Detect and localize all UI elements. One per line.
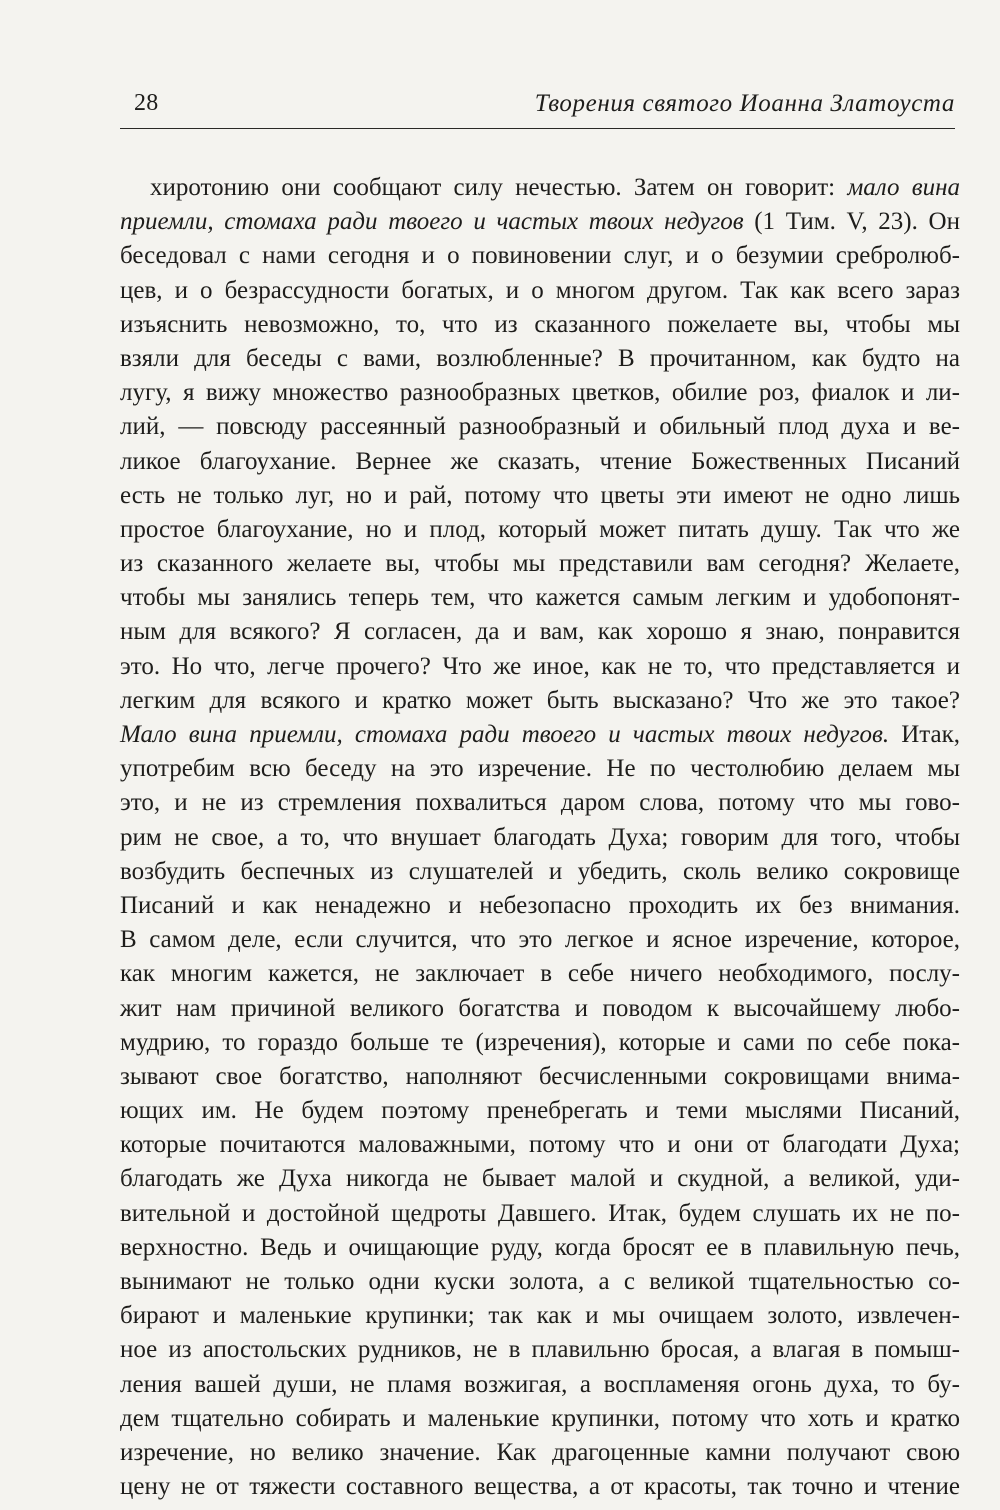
text-run: изречение, но велико значение. Как драгоценные камни получают свою <box>120 1438 960 1466</box>
text-run: благодать же Духа никогда не бывает малой и скудной, а великой, уди- <box>120 1165 960 1193</box>
text-line <box>120 615 960 649</box>
text-run: лий, — повсюду рассеянный разнообразный и обильный плод духа и ве- <box>120 413 960 441</box>
text-run: из сказанного желаете вы, чтобы мы представили вам сегодня? Желаете, <box>120 550 960 578</box>
text-run: как многим кажется, не заключает в себе ничего необходимого, послу- <box>120 960 960 988</box>
text-run: вынимают не только одни куски золота, а с великой тщательностью со- <box>120 1268 960 1295</box>
text-line <box>120 1470 960 1504</box>
text-run: (1 Тим. V, 23). Он <box>743 208 960 236</box>
text-line <box>120 581 960 615</box>
text-run: ным для всякого? Я согласен, да и вам, как хорошо я знаю, понравится <box>120 618 960 646</box>
text-line <box>120 786 960 820</box>
text-line <box>120 376 960 410</box>
text-run: возбудить беспечных из слушателей и убедить, сколь велико сокровище <box>120 857 960 885</box>
text-line <box>120 1368 960 1402</box>
text-run: беседовал с нами сегодня и о повиновении слуг, и о безумии сребролюб- <box>120 242 960 270</box>
text-line <box>120 855 960 889</box>
text-line <box>120 821 960 855</box>
text-line <box>120 1128 960 1162</box>
text-line <box>120 752 960 786</box>
text-line <box>120 1231 960 1265</box>
text-run: хиротонию они сообщают силу нечестью. Затем он говорит: <box>150 174 848 201</box>
text-run: ликое благоухание. Вернее же сказать, чтение Божественных Писаний <box>120 447 960 475</box>
text-line <box>120 1060 960 1094</box>
text-run: вительной и достойной щедроты Давшего. Итак, будем слушать их не по- <box>120 1199 960 1227</box>
text-run: простое благоухание, но и плод, который может питать душу. Так что же <box>120 515 960 543</box>
text-run: мудрию, то гораздо больше те (изречения), которые и сами по себе пока- <box>120 1028 960 1056</box>
text-run: ющих им. Не будем поэтому пренебрегать и теми мыслями Писаний, <box>120 1097 960 1125</box>
running-head <box>120 88 955 124</box>
text-run: В самом деле, если случится, что это легкое и ясное изречение, которое, <box>120 926 960 954</box>
italic-quote: Мало вина приемли, стомаха ради твоего и частых твоих недугов. <box>120 721 890 748</box>
text-line <box>120 1436 960 1470</box>
text-line <box>120 513 960 547</box>
text-run: Итак, <box>889 721 960 748</box>
text-run: Писаний и как ненадежно и небезопасно проходить их без внимания. <box>120 891 960 919</box>
text-line <box>120 718 960 752</box>
text-run: дем тщательно собирать и маленькие крупинки, потому что хоть и кратко <box>120 1404 960 1432</box>
text-run: цену не от тяжести составного вещества, а от красоты, так точно и чтение <box>120 1473 960 1501</box>
text-line <box>120 889 960 923</box>
text-line <box>120 1162 960 1196</box>
text-line <box>120 342 960 376</box>
text-line <box>120 308 960 342</box>
text-line <box>120 650 960 684</box>
text-line <box>120 1094 960 1128</box>
text-run: ления вашей души, не пламя возжигая, а воспламеняя огонь духа, то бу- <box>120 1370 960 1398</box>
text-run: легким для всякого и кратко может быть высказано? Что же это такое? <box>120 686 960 714</box>
text-run: цев, и о безрассудности богатых, и о многом другом. Так как всего зараз <box>120 276 960 304</box>
text-run: бирают и маленькие крупинки; так как и мы очищаем золото, извлечен- <box>120 1302 960 1330</box>
running-title: Творения святого Иоанна Златоуста <box>534 90 955 117</box>
body-text <box>120 171 960 1504</box>
page-number: 28 <box>134 90 159 116</box>
text-run: изъяснить невозможно, то, что из сказанного пожелаете вы, чтобы мы <box>120 310 960 338</box>
text-run: ное из апостольских рудников, не в плавильню бросая, а влагая в помыш- <box>120 1336 960 1364</box>
text-line <box>120 239 960 273</box>
text-line <box>120 1333 960 1367</box>
text-line <box>120 1265 960 1299</box>
text-line <box>120 992 960 1026</box>
header-rule <box>120 128 955 129</box>
text-run: употребим всю беседу на это изречение. Не по честолюбию делаем мы <box>120 755 960 783</box>
text-line <box>120 445 960 479</box>
text-run: чтобы мы занялись теперь тем, что кажется самым легким и удобопонят- <box>120 584 960 612</box>
italic-quote: приемли, стомаха ради твоего и частых твоих недугов <box>120 208 744 236</box>
text-run: жит нам причиной великого богатства и поводом к высочайшему любо- <box>120 994 960 1022</box>
text-run: есть не только луг, но и рай, потому что цветы эти имеют не одно лишь <box>120 481 960 509</box>
text-run: это. Но что, легче прочего? Что же иное, как не то, что представляется и <box>120 652 960 680</box>
text-run: зывают свое богатство, наполняют бесчисленными сокровищами внима- <box>120 1062 960 1090</box>
text-line <box>120 274 960 308</box>
text-run: которые почитаются маловажными, потому что и они от благодати Духа; <box>120 1131 960 1159</box>
text-run: верхностно. Ведь и очищающие руду, когда бросят ее в плавильную печь, <box>120 1233 960 1261</box>
text-run: рим не свое, а то, что внушает благодать Духа; говорим для того, чтобы <box>120 823 960 851</box>
text-line <box>120 547 960 581</box>
text-line <box>120 171 960 205</box>
text-line <box>120 1197 960 1231</box>
text-line <box>120 684 960 718</box>
text-line <box>120 1299 960 1333</box>
text-line <box>120 1026 960 1060</box>
text-line <box>120 205 960 239</box>
text-run: это, и не из стремления похвалиться даром слова, потому что мы гово- <box>120 789 960 817</box>
text-line <box>120 1402 960 1436</box>
italic-quote: мало вина <box>847 174 960 201</box>
text-line <box>120 410 960 444</box>
text-line <box>120 479 960 513</box>
text-run: взяли для беседы с вами, возлюбленные? В прочитанном, как будто на <box>120 344 960 372</box>
text-run: лугу, я вижу множество разнообразных цветков, обилие роз, фиалок и ли- <box>120 379 960 407</box>
text-line <box>120 923 960 957</box>
text-line <box>120 957 960 991</box>
